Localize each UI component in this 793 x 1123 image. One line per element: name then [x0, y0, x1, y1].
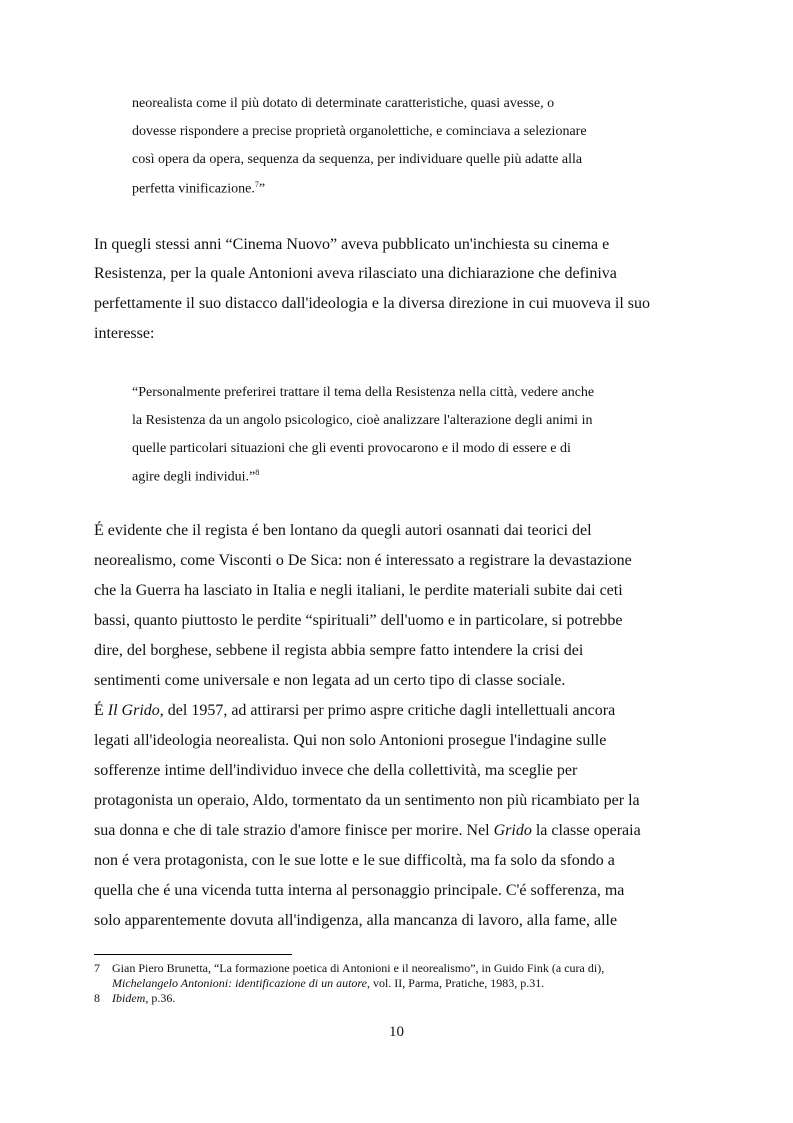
body-line: che la Guerra ha lasciato in Italia e negli italiani, le perdite materiali subite dai ceti	[94, 582, 623, 599]
footnote-8-line	[112, 991, 175, 1006]
body-line: interesse:	[94, 325, 155, 342]
quote-line: la Resistenza da un angolo psicologico, cioè analizzare l'alterazione degli animi in	[132, 413, 593, 428]
body-line: quella che é una vicenda tutta interna al personaggio principale. C'é sofferenza, ma	[94, 882, 625, 899]
body-line: neorealismo, come Visconti o De Sica: non é interessato a registrare la devastazione	[94, 552, 632, 569]
quote-line: dovesse rispondere a precise proprietà organolettiche, e cominciava a selezionare	[132, 124, 587, 139]
film-title: Grido	[493, 822, 532, 839]
body-line: non é vera protagonista, con le sue lotte e le sue difficoltà, ma fa solo da sfondo a	[94, 852, 615, 869]
quote-line: “Personalmente preferirei trattare il tema della Resistenza nella città, vedere anche	[132, 385, 595, 400]
body-line: protagonista un operaio, Aldo, tormentato da un sentimento non più ricambiato per la	[94, 792, 640, 809]
page-number: 10	[389, 1024, 404, 1040]
text-run: , p.36.	[145, 991, 176, 1005]
quote-line	[132, 468, 259, 486]
body-line: bassi, quanto piuttosto le perdite “spirituali” dell'uomo e in particolare, si potrebbe	[94, 612, 623, 629]
text-run: sua donna e che di tale strazio d'amore finisce per morire. Nel	[94, 822, 494, 839]
body-line: perfettamente il suo distacco dall'ideologia e la diversa direzione in cui muoveva il suo	[94, 295, 651, 312]
body-line: Resistenza, per la quale Antonioni aveva rilasciato una dichiarazione che definiva	[94, 265, 617, 282]
quote-line	[132, 180, 265, 198]
quote-line: quelle particolari situazioni che gli eventi provocarono e il modo di essere e di	[132, 441, 571, 456]
body-line: dire, del borghese, sebbene il regista abbia sempre fatto intendere la crisi dei	[94, 642, 584, 659]
footnote-ref-8[interactable]: 8	[255, 468, 260, 477]
quote-text: agire degli individui.”	[132, 469, 256, 485]
body-line: sentimenti come universale e non legata ad un certo tipo di classe sociale.	[94, 672, 566, 689]
footnote-number-8: 8	[94, 991, 100, 1005]
body-line: legati all'ideologia neorealista. Qui non solo Antonioni prosegue l'indagine sulle	[94, 732, 607, 749]
body-line	[94, 702, 615, 720]
quote-line: così opera da opera, sequenza da sequenza, per individuare quelle più adatte alla	[132, 152, 583, 167]
film-title: Il Grido	[107, 702, 160, 719]
body-line: sofferenze intime dell'individuo invece che della collettività, ma sceglie per	[94, 762, 578, 779]
footnote-7-line	[112, 976, 544, 991]
text-run: , del 1957, ad attirarsi per primo aspre critiche dagli intellettuali ancora	[159, 702, 616, 719]
body-line: In quegli stessi anni “Cinema Nuovo” aveva pubblicato un'inchiesta su cinema e	[94, 236, 610, 253]
book-title: Michelangelo Antonioni: identificazione di un autore	[112, 976, 367, 990]
citation-ibidem: Ibidem	[112, 991, 146, 1005]
quote-line: neorealista come il più dotato di determinate caratteristiche, quasi avesse, o	[132, 96, 555, 111]
body-line: solo apparentemente dovuta all'indigenza, alla mancanza di lavoro, alla fame, alle	[94, 912, 618, 929]
body-line: É evidente che il regista é ben lontano da quegli autori osannati dai teorici del	[94, 522, 592, 539]
text-run: É	[94, 702, 108, 719]
footnote-number-7: 7	[94, 961, 100, 975]
text-run: la classe operaia	[531, 822, 641, 839]
quote-text: perfetta vinificazione.	[132, 181, 255, 197]
footnote-7-line: Gian Piero Brunetta, “La formazione poetica di Antonioni e il neorealismo”, in Guido Fink (a cura di),	[112, 961, 605, 975]
body-line	[94, 822, 641, 840]
quote-close: ”	[258, 181, 266, 197]
footnote-separator	[94, 954, 292, 955]
text-run: , vol. II, Parma, Pratiche, 1983, p.31.	[366, 976, 545, 990]
footnote-ref-7[interactable]: 7	[254, 180, 259, 189]
